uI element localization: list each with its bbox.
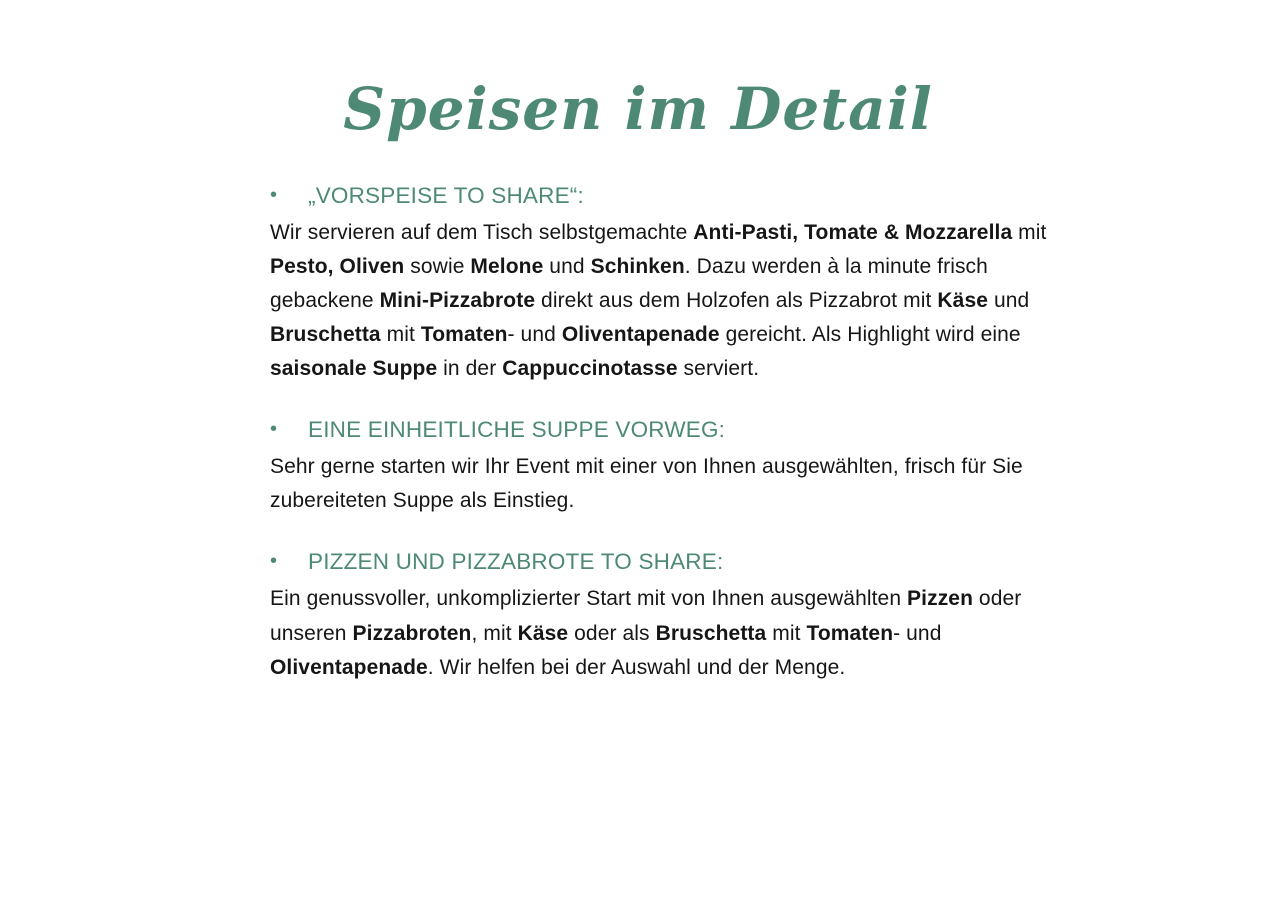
menu-section bbox=[270, 548, 1080, 684]
menu-sections bbox=[270, 182, 1080, 685]
section-title: EINE EINHEITLICHE SUPPE VORWEG: bbox=[308, 417, 726, 443]
bullet-icon: • bbox=[270, 418, 278, 441]
section-heading-row bbox=[270, 182, 1080, 210]
section-body: Wir servieren auf dem Tisch selbstgemachte Anti-Pasti, Tomate & Mozzarella mit Pesto, Oliven sowie Melone und Schinken. Dazu werden à la minute frisch gebackene Mini-Pizzabrote direkt aus dem Holzofen als Pizzabrot mit Käse und Bruschetta mit Tomaten- und Oliventapenade gereicht. Als Highlight wird eine saisonale Suppe in der Cappuccinotasse serviert. bbox=[270, 221, 1047, 381]
section-heading-row bbox=[270, 416, 1080, 444]
page-title: Speisen im Detail bbox=[343, 75, 933, 143]
bullet-icon: • bbox=[270, 550, 278, 573]
section-body: Ein genussvoller, unkomplizierter Start mit von Ihnen ausgewählten Pizzen oder unseren Pizzabroten, mit Käse oder als Bruschetta mit Tomaten- und Oliventapenade. Wir helfen bei der Auswahl und der Menge. bbox=[270, 587, 1022, 679]
section-title: PIZZEN UND PIZZABROTE TO SHARE: bbox=[308, 549, 724, 575]
bullet-icon: • bbox=[270, 184, 278, 206]
section-body: Sehr gerne starten wir Ihr Event mit einer von Ihnen ausgewählten, frisch für Sie zubereiteten Suppe als Einstieg. bbox=[270, 455, 1023, 513]
section-title: „VORSPEISE TO SHARE“: bbox=[308, 183, 584, 208]
menu-section bbox=[270, 182, 1080, 386]
menu-section bbox=[270, 416, 1080, 518]
section-heading-row bbox=[270, 548, 1080, 576]
